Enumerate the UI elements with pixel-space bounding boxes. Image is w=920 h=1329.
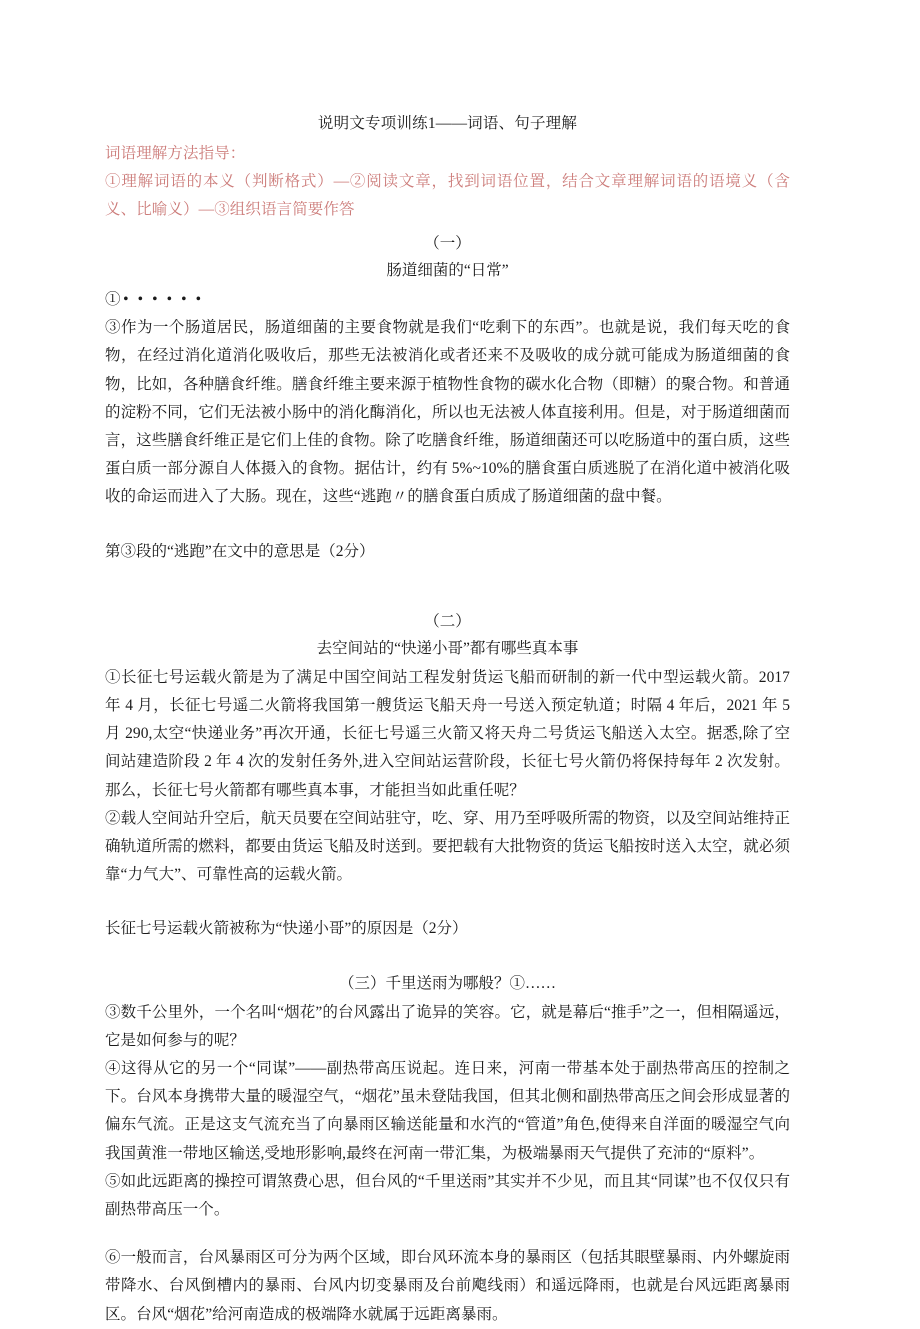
section-three-paragraph-5: ⑤如此远距离的操控可谓煞费心思，但台风的“千里送雨”其实并不少见，而且其“同谋”也不仅仅只有副热带高压一个。 (105, 1172, 790, 1219)
section-three-paragraph-3: ③数千公里外，一个名叫“烟花”的台风露出了诡异的笑容。它，就是幕后“推手”之一，但相隔遥远，它是如何参与的呢？ (105, 1003, 790, 1049)
section-two-question: 长征七号运载火箭被称为“快递小哥”的原因是（2分） (105, 920, 468, 938)
spacer (105, 944, 790, 970)
section-three-paragraph-4: ④这得从它的另一个“同谋”——副热带高压说起。连日来，河南一带基本处于副热带高压的控制之下。台风本身携带大量的暖湿空气，“烟花”虽未登陆我国，但其北侧和副热带高压之间会形成显著的偏东气流。正是这支气流充当了向暴雨区输送能量和水汽的“管道”角色,使得来自洋面的暖湿空气向我国黄淮一带地区输送,受地形影响,最终在河南一带汇集，为极端暴雨天气提供了充沛的“原料”。 (105, 1060, 790, 1162)
spacer (105, 1224, 790, 1244)
section-three-marker: （三）千里送雨为哪般？①…… (338, 974, 556, 992)
section-two-paragraph-1: ①长征七号运载火箭是为了满足中国空间站工程发射货运飞船而研制的新一代中型运载火箭。2017 年 4 月，长征七号遥二火箭将我国第一艘货运飞船天舟一号送入预定轨道；时隔 4 年后，2021 年 5 月 290,太空“快递业务”再次开通，长征七号遥三火箭又将天舟二号货运飞船送入太空。据悉,除了空间站建造阶段 2 年 4 次的发射任务外,进入空间站运营阶段，长征七号火箭仍将保持每年 2 次发射。那么，长征七号火箭都有哪些真本事，才能担当如此重任呢？ (105, 668, 790, 799)
section-one-paragraph-1: ①• • • • • • (105, 291, 204, 308)
method-guide-steps: ①理解词语的本义（判断格式）—②阅读文章，找到词语位置，结合文章理解词语的语境义（含义、比喻义）—③组织语言简要作答 (105, 173, 790, 218)
method-guide-heading: 词语理解方法指导： (105, 145, 246, 162)
section-one-question: 第③段的“逃跑”在文中的意思是（2分） (105, 542, 375, 560)
section-one (105, 230, 790, 566)
spacer (105, 512, 790, 538)
section-three (105, 970, 790, 1329)
section-one-marker: （一） (424, 235, 471, 252)
spacer (105, 566, 790, 604)
section-three-paragraph-6: ⑥一般而言，台风暴雨区可分为两个区域，即台风环流本身的暴雨区（包括其眼壁暴雨、内外螺旋雨带降水、台风倒槽内的暴雨、台风内切变暴雨及台前飑线雨）和遥远降雨，也就是台风远距离暴雨区。台风“烟花”给河南造成的极端降水就属于远距离暴雨。 (105, 1249, 790, 1323)
section-two-marker: （二） (424, 612, 471, 630)
section-two (105, 608, 790, 944)
section-two-title: 去空间站的“快递小哥”都有哪些真本事 (316, 639, 579, 657)
spacer (105, 889, 790, 915)
section-one-paragraph-3: ③作为一个肠道居民，肠道细菌的主要食物就是我们“吃剩下的东西”。也就是说，我们每天吃的食物，在经过消化道消化吸收后，那些无法被消化或者还来不及吸收的成分就可能成为肠道细菌的食物，比如，各种膳食纤维。膳食纤维主要来源于植物性食物的碳水化合物（即糖）的聚合物。和普通的淀粉不同，它们无法被小肠中的消化酶消化，所以也无法被人体直接利用。但是，对于肠道细菌而言，这些膳食纤维正是它们上佳的食物。除了吃膳食纤维，肠道细菌还可以吃肠道中的蛋白质，这些蛋白质一部分源自人体摄入的食物。据估计，约有 5%~10%的膳食蛋白质逃脱了在消化道中被消化吸收的命运而进入了大肠。现在，这些“逃跑〃的膳食蛋白质成了肠道细菌的盘中餐。 (105, 319, 790, 506)
method-guide-block (105, 140, 790, 224)
page-title: 说明文专项训练1——词语、句子理解 (317, 115, 578, 132)
section-two-paragraph-2: ②载人空间站升空后，航天员要在空间站驻守，吃、穿、用乃至呼吸所需的物资，以及空间站维持正确轨道所需的燃料，都要由货运飞船及时送到。要把载有大批物资的货运飞船按时送入太空，就必须靠“力气大”、可靠性高的运载火箭。 (105, 809, 790, 884)
section-one-title: 肠道细菌的“日常” (386, 262, 509, 279)
